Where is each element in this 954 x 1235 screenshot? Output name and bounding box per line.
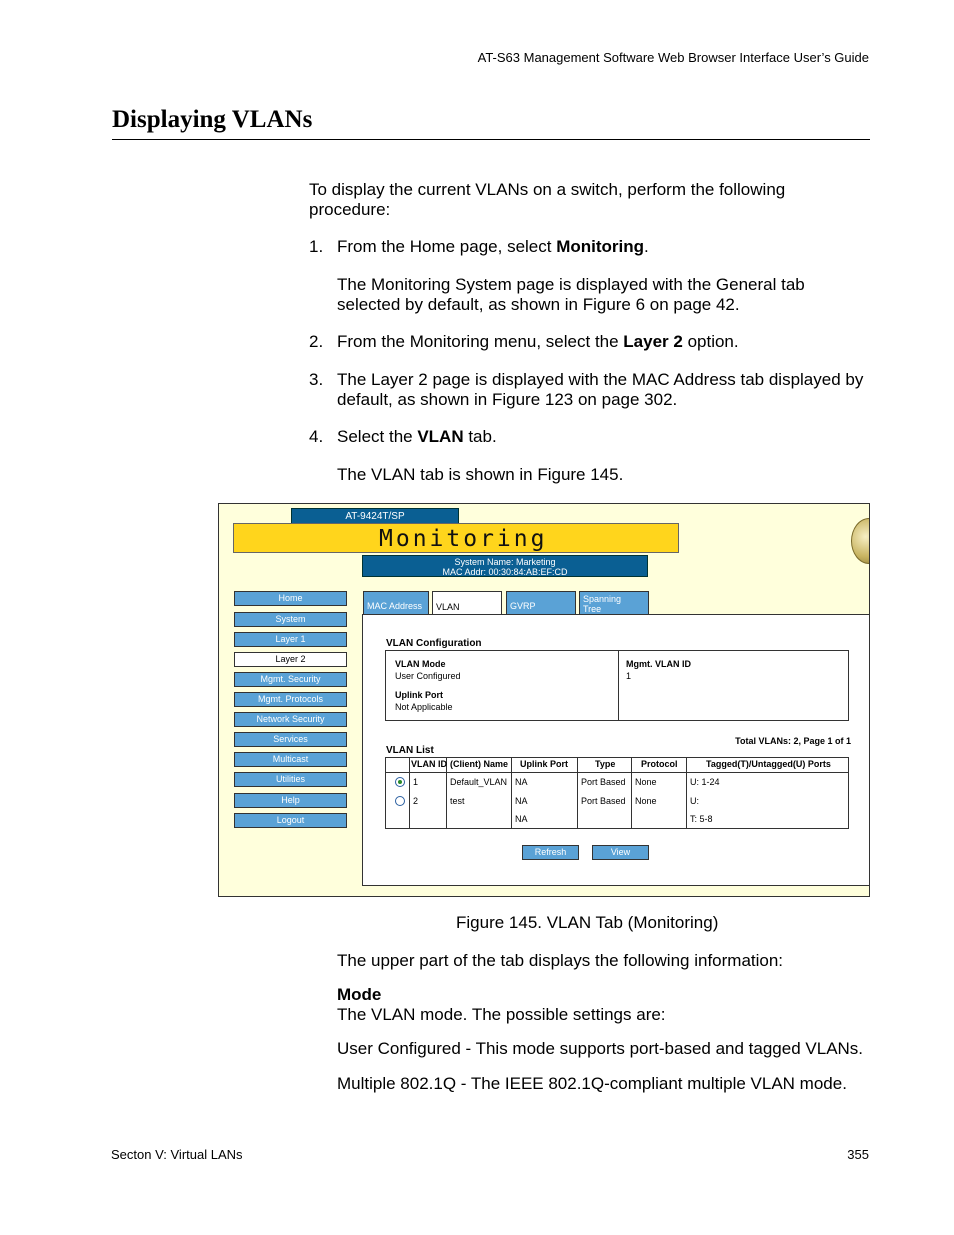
intro-line-1: To display the current VLANs on a switch, perform the following	[309, 180, 786, 199]
header-client-name: (Client) Name	[450, 759, 509, 769]
model-label: AT-9424T/SP	[291, 508, 459, 524]
row-1-ports: U: 1-24	[690, 777, 720, 787]
page-title: Displaying VLANs	[112, 106, 313, 133]
step-1-note-2: selected by default, as shown in Figure 6 on page 42.	[337, 295, 740, 314]
col-divider	[409, 758, 410, 828]
mac-address: MAC Addr: 00:30:84:AB:EF:CD	[442, 567, 568, 577]
figure-screenshot	[218, 503, 870, 897]
col-divider	[631, 758, 632, 828]
vlan-list-title: VLAN List	[386, 745, 434, 756]
vlan-total: Total VLANs: 2, Page 1 of 1	[735, 736, 851, 746]
config-divider	[618, 651, 619, 720]
uplink-port-value: Not Applicable	[395, 702, 453, 712]
mgmt-vlan-id-label: Mgmt. VLAN ID	[626, 659, 691, 669]
step-1-post: .	[644, 237, 649, 256]
after-intro: The upper part of the tab displays the following information:	[337, 951, 784, 970]
step-1-note-1: The Monitoring System page is displayed with the General tab	[337, 275, 805, 294]
step-4-text	[337, 427, 497, 447]
step-2-bold: Layer 2	[623, 332, 683, 351]
system-name: System Name: Marketing	[454, 557, 556, 567]
mgmt-vlan-id-value: 1	[626, 671, 632, 681]
step-2-post: option.	[682, 332, 739, 351]
banner	[233, 523, 679, 553]
nav-mgmt-security[interactable]: Mgmt. Security	[234, 672, 347, 687]
nav-logout[interactable]: Logout	[234, 813, 347, 828]
col-divider	[511, 758, 512, 828]
step-3-line-2: default, as shown in Figure 123 on page 302.	[337, 390, 678, 409]
vlan-config-title: VLAN Configuration	[386, 638, 482, 649]
figure-caption: Figure 145. VLAN Tab (Monitoring)	[456, 913, 719, 932]
tab-spanning-label-1: Spanning	[583, 594, 622, 604]
refresh-button[interactable]: Refresh	[522, 845, 579, 860]
footer-section: Secton V: Virtual LANs	[111, 1147, 243, 1162]
step-2-text	[337, 332, 739, 352]
header-ports: Tagged(T)/Untagged(U) Ports	[706, 759, 831, 769]
row-2-protocol: None	[635, 796, 657, 806]
vlan-list-table	[385, 757, 849, 829]
running-header: AT-S63 Management Software Web Browser Interface User’s Guide	[477, 50, 869, 65]
header-type: Type	[595, 759, 616, 769]
system-info	[362, 555, 648, 577]
nav-system[interactable]: System	[234, 612, 347, 627]
logo-globe-icon	[851, 518, 870, 564]
step-1-pre: From the Home page, select	[337, 237, 557, 256]
tab-spanning-label-2: Tree	[583, 604, 602, 614]
nav-services[interactable]: Services	[234, 732, 347, 747]
step-3-line-1: The Layer 2 page is displayed with the MAC Address tab displayed by	[337, 370, 864, 389]
col-divider	[577, 758, 578, 828]
row-2-type: Port Based	[581, 796, 626, 806]
term-mode-desc: The VLAN mode. The possible settings are:	[337, 1005, 666, 1024]
tab-gvrp[interactable]	[506, 591, 576, 615]
footer-page-number: 355	[847, 1147, 869, 1162]
nav-network-security[interactable]: Network Security	[234, 712, 347, 727]
option-user-configured: User Configured - This mode supports port-based and tagged VLANs.	[337, 1039, 864, 1058]
tab-spanning-tree[interactable]	[579, 591, 649, 615]
row-1-radio[interactable]	[395, 777, 405, 787]
nav-utilities[interactable]: Utilities	[234, 772, 347, 787]
step-4-note: The VLAN tab is shown in Figure 145.	[337, 465, 624, 484]
tab-mac-address-label: MAC Address	[367, 601, 423, 611]
title-rule	[112, 139, 870, 140]
row-2-ports: U:	[690, 796, 699, 806]
row-2-uplink: NA	[515, 796, 528, 806]
tab-vlan-label: VLAN	[436, 602, 460, 612]
step-4-post: tab.	[463, 427, 497, 446]
term-mode: Mode	[337, 985, 382, 1004]
row-1-type: Port Based	[581, 777, 626, 787]
step-3-number: 3.	[309, 370, 324, 389]
row-1-name: Default_VLAN	[450, 777, 508, 787]
row-3-ports: T: 5-8	[690, 814, 713, 824]
tab-content	[362, 614, 870, 886]
nav-multicast[interactable]: Multicast	[234, 752, 347, 767]
intro-line-2: procedure:	[309, 200, 391, 219]
row-1-uplink: NA	[515, 777, 528, 787]
step-4-number: 4.	[309, 427, 324, 446]
nav-home[interactable]: Home	[234, 591, 347, 606]
step-2-number: 2.	[309, 332, 324, 351]
step-4-bold: VLAN	[417, 427, 464, 446]
vlan-mode-value: User Configured	[395, 671, 461, 681]
nav-layer-1[interactable]: Layer 1	[234, 632, 347, 647]
row-2-radio[interactable]	[395, 796, 405, 806]
vlan-mode-label: VLAN Mode	[395, 659, 446, 669]
uplink-port-label: Uplink Port	[395, 690, 444, 700]
step-1-bold: Monitoring	[556, 237, 645, 256]
tab-mac-address[interactable]	[363, 591, 429, 615]
table-header-line	[386, 772, 848, 773]
tab-gvrp-label: GVRP	[510, 601, 536, 611]
header-protocol: Protocol	[641, 759, 678, 769]
option-multiple-8021q: Multiple 802.1Q - The IEEE 802.1Q-compliant multiple VLAN mode.	[337, 1074, 847, 1093]
header-vlan-id: VLAN ID	[411, 759, 447, 769]
header-uplink-port: Uplink Port	[520, 759, 569, 769]
vlan-config-box	[385, 650, 849, 721]
step-1-number: 1.	[309, 237, 324, 256]
row-1-protocol: None	[635, 777, 657, 787]
row-3-uplink: NA	[515, 814, 528, 824]
row-2-name: test	[450, 796, 465, 806]
row-1-id: 1	[413, 777, 419, 787]
col-divider	[686, 758, 687, 828]
nav-help[interactable]: Help	[234, 793, 347, 808]
banner-title: Monitoring	[379, 526, 548, 552]
nav-mgmt-protocols[interactable]: Mgmt. Protocols	[234, 692, 347, 707]
step-2-pre: From the Monitoring menu, select the	[337, 332, 624, 351]
step-4-pre: Select the	[337, 427, 418, 446]
row-2-id: 2	[413, 796, 419, 806]
view-button[interactable]: View	[592, 845, 649, 860]
step-1-text	[337, 237, 649, 257]
nav-layer-2[interactable]: Layer 2	[234, 652, 347, 667]
